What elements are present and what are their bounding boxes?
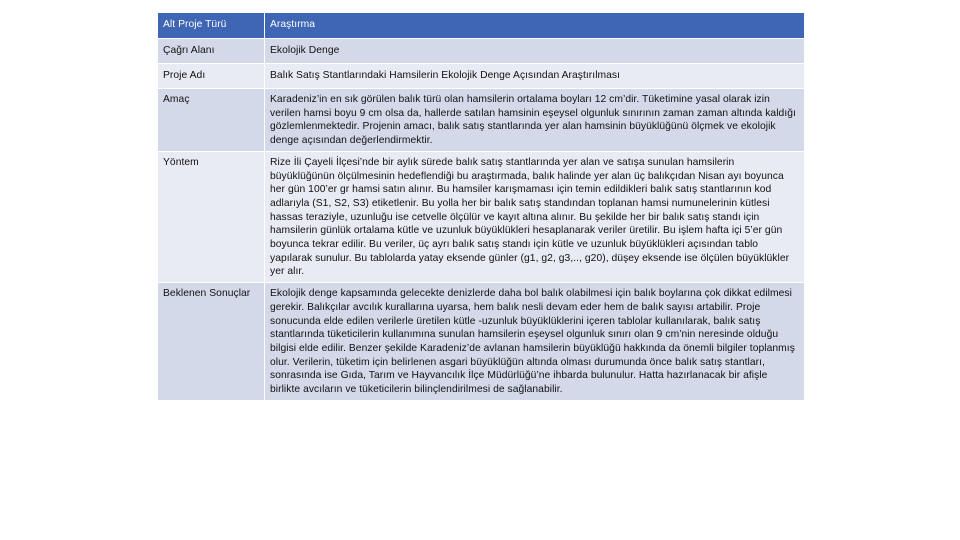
row-value: Ekolojik denge kapsamında gelecekte denizlerde daha bol balık olabilmesi için balık boylarına çok dikkat edilmesi gerekir. Balıkçılar avcılık kurallarına uyarsa, hem balık nesli devam eder hem de balık sayısı artabilir. Proje sonucunda elde edilen verilerle üretilen kütle -uzunluk büyüklüklerini içeren tablolar kullanılarak, balık satış stantlarında tüketicilerin kullanımına sunulan hamsilerin eşeysel olgunluk sınırı olan 9 cm’nin neresinde olduğu bilgisi elde edilir. Benzer şekilde Karadeniz’de avlanan hamsilerin büyüklüğü hakkında da önemli bilgiler toplanmış olur. Verilerin, tüketim için belirlenen asgari büyüklüğün altında olması durumunda önce balık satış stantları, sonrasında ise Gıda, Tarım ve Hayvancılık İlçe Müdürlüğü’ne ihbarda bulunulur. Hatta hazırlanacak bir afişle birlikte avcıların ve tüketicilerin bilinçlendirilmesi de sağlanabilir.	[265, 283, 805, 401]
row-value: Araştırma	[265, 13, 805, 39]
project-table	[157, 12, 805, 401]
table-row	[158, 64, 805, 89]
table-row	[158, 89, 805, 152]
row-label: Çağrı Alanı	[158, 39, 265, 64]
table-row	[158, 283, 805, 401]
table-row	[158, 151, 805, 282]
row-value: Balık Satış Stantlarındaki Hamsilerin Ekolojik Denge Açısından Araştırılması	[265, 64, 805, 89]
row-label: Alt Proje Türü	[158, 13, 265, 39]
row-label: Amaç	[158, 89, 265, 152]
table-row	[158, 39, 805, 64]
table-header-row	[158, 13, 805, 39]
row-value: Ekolojik Denge	[265, 39, 805, 64]
row-value: Rize İli Çayeli İlçesi’nde bir aylık sürede balık satış stantlarında yer alan ve satışa sunulan hamsilerin büyüklüğünün ölçülmesinin hedeflendiği bu araştırmada, balık halinde yer alan üç balıkçıdan Nisan ayı boyunca her gün 100’er gr hamsi satın alınır. Bu hamsiler karışmaması için temin edildikleri balık satış stantlarının kod adlarıyla (S1, S2, S3) etiketlenir. Bu yolla her bir balık satış standından toplanan hamsi numunelerinin kütlesi hassas teraziyle, uzunluğu ise cetvelle ölçülür ve kayıt altına alınır. Bu şekilde her bir balık satış standı için hamsilerin günlük ortalama kütle ve uzunluk büyüklükleri hesaplanarak veriler üretilir. Bu işlem hafta içi 5’er gün boyunca tekrar edilir. Bu veriler, üç ayrı balık satış standı için kütle ve uzunluk büyüklükleri açısından tablo yapılarak sunulur. Bu tablolarda yatay eksende günler (g1, g2, g3,.., g20), düşey eksende ise ölçülen büyüklükler yer alır.	[265, 151, 805, 282]
row-value: Karadeniz’in en sık görülen balık türü olan hamsilerin ortalama boyları 12 cm’dir. Tüketimine yasal olarak izin verilen hamsi boyu 9 cm olsa da, hallerde satılan hamsinin eşeysel olgunluk sınırının zaman zaman altında kaldığı gözlemlenmektedir. Projenin amacı, balık satış stantlarında yer alan hamsinin büyüklüğünü ölçmek ve ekolojik denge açısından değerlendirmektir.	[265, 89, 805, 152]
row-label: Beklenen Sonuçlar	[158, 283, 265, 401]
row-label: Proje Adı	[158, 64, 265, 89]
row-label: Yöntem	[158, 151, 265, 282]
